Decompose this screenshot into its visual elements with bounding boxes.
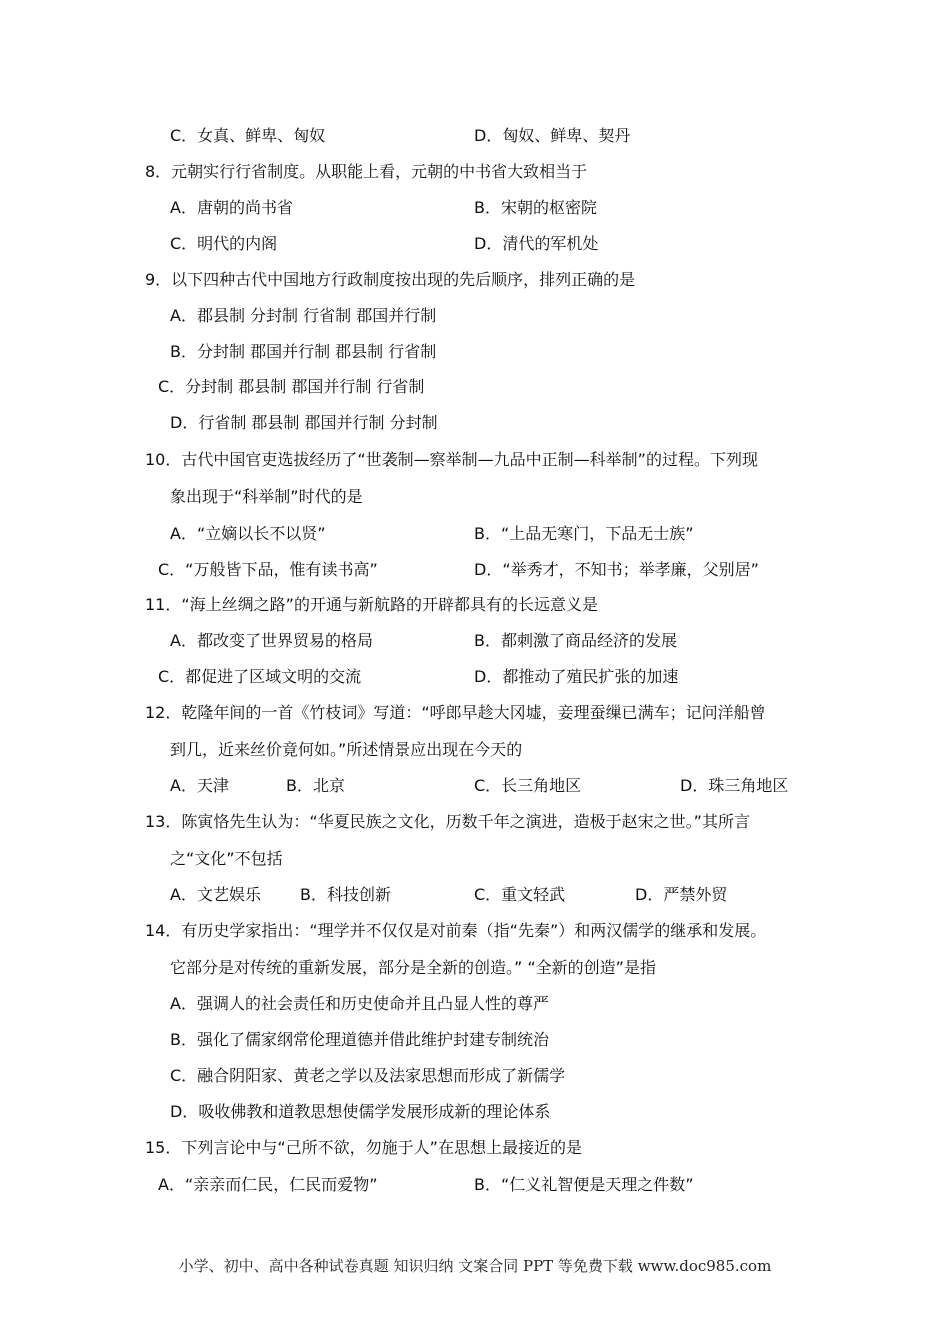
q9-option-c: C．分封制 郡县制 郡国并行制 行省制 <box>158 377 425 396</box>
q12-option-a: A．天津 <box>170 776 229 795</box>
q15-option-a: A．“亲亲而仁民，仁民而爱物” <box>158 1175 378 1194</box>
q10-option-c: C．“万般皆下品，惟有读书高” <box>158 560 378 579</box>
q13-option-c: C．重文轻武 <box>474 885 566 904</box>
q10-stem-line2: 象出现于“科举制”时代的是 <box>170 487 363 506</box>
q11-stem: 11．“海上丝绸之路”的开通与新航路的开辟都具有的长远意义是 <box>145 595 598 614</box>
q10-option-d: D．“举秀才，不知书；举孝廉，父别居” <box>474 560 759 579</box>
q13-stem-line1: 13．陈寅恪先生认为：“华夏民族之文化，历数千年之演进，造极于赵宋之世。”其所言 <box>145 812 750 831</box>
q10-option-a: A．“立嫡以长不以贤” <box>170 524 326 543</box>
q11-option-b: B．都刺激了商品经济的发展 <box>474 631 677 650</box>
q12-stem-line1: 12．乾隆年间的一首《竹枝词》写道：“呼郎早趁大冈墟，妾理蚕缫已满车；记问洋船曾 <box>145 703 766 722</box>
q14-option-c: C．融合阴阳家、黄老之学以及法家思想而形成了新儒学 <box>170 1066 566 1085</box>
q11-option-c: C．都促进了区域文明的交流 <box>158 667 362 686</box>
q12-option-c: C．长三角地区 <box>474 776 582 795</box>
q8-stem: 8．元朝实行行省制度。从职能上看，元朝的中书省大致相当于 <box>145 162 588 181</box>
q9-option-b: B．分封制 郡国并行制 郡县制 行省制 <box>170 342 437 361</box>
q13-option-b: B．科技创新 <box>300 885 391 904</box>
q10-option-b: B．“上品无寒门，下品无士族” <box>474 524 694 543</box>
q11-option-a: A．都改变了世界贸易的格局 <box>170 631 373 650</box>
q10-stem-line1: 10．古代中国官吏选拔经历了“世袭制—察举制—九品中正制—科举制”的过程。下列现 <box>145 450 758 469</box>
q9-stem: 9．以下四种古代中国地方行政制度按出现的先后顺序，排列正确的是 <box>145 270 636 289</box>
q12-option-b: B．北京 <box>286 776 345 795</box>
q9-option-d: D．行省制 郡县制 郡国并行制 分封制 <box>170 413 438 432</box>
q12-option-d: D．珠三角地区 <box>680 776 789 795</box>
q15-option-b: B．“仁义礼智便是天理之件数” <box>474 1175 694 1194</box>
q14-option-b: B．强化了儒家纲常伦理道德并借此维护封建专制统治 <box>170 1030 549 1049</box>
q7-option-c: C．女真、鲜卑、匈奴 <box>170 126 326 145</box>
q14-stem-line2: 它部分是对传统的重新发展，部分是全新的创造。” “全新的创造”是指 <box>170 958 656 977</box>
q8-option-b: B．宋朝的枢密院 <box>474 198 597 217</box>
q8-option-d: D．清代的军机处 <box>474 234 599 253</box>
q8-option-c: C．明代的内阁 <box>170 234 278 253</box>
q11-option-d: D．都推动了殖民扩张的加速 <box>474 667 679 686</box>
q14-option-d: D．吸收佛教和道教思想使儒学发展形成新的理论体系 <box>170 1102 551 1121</box>
q13-stem-line2: 之“文化”不包括 <box>170 849 283 868</box>
q15-stem: 15．下列言论中与“己所不欲，勿施于人”在思想上最接近的是 <box>145 1138 582 1157</box>
q9-option-a: A．郡县制 分封制 行省制 郡国并行制 <box>170 306 437 325</box>
q14-option-a: A．强调人的社会责任和历史使命并且凸显人性的尊严 <box>170 994 549 1013</box>
q14-stem-line1: 14．有历史学家指出：“理学并不仅仅是对前秦（指“先秦”）和两汉儒学的继承和发展。 <box>145 921 767 940</box>
q8-option-a: A．唐朝的尚书省 <box>170 198 293 217</box>
q13-option-d: D．严禁外贸 <box>635 885 728 904</box>
q12-stem-line2: 到几，近来丝价竟何如。”所述情景应出现在今天的 <box>170 740 523 759</box>
footer-download-notice: 小学、初中、高中各种试卷真题 知识归纳 文案合同 PPT 等免费下载 www.doc985.com <box>178 1257 772 1275</box>
q7-option-d: D．匈奴、鲜卑、契丹 <box>474 126 631 145</box>
q13-option-a: A．文艺娱乐 <box>170 885 261 904</box>
